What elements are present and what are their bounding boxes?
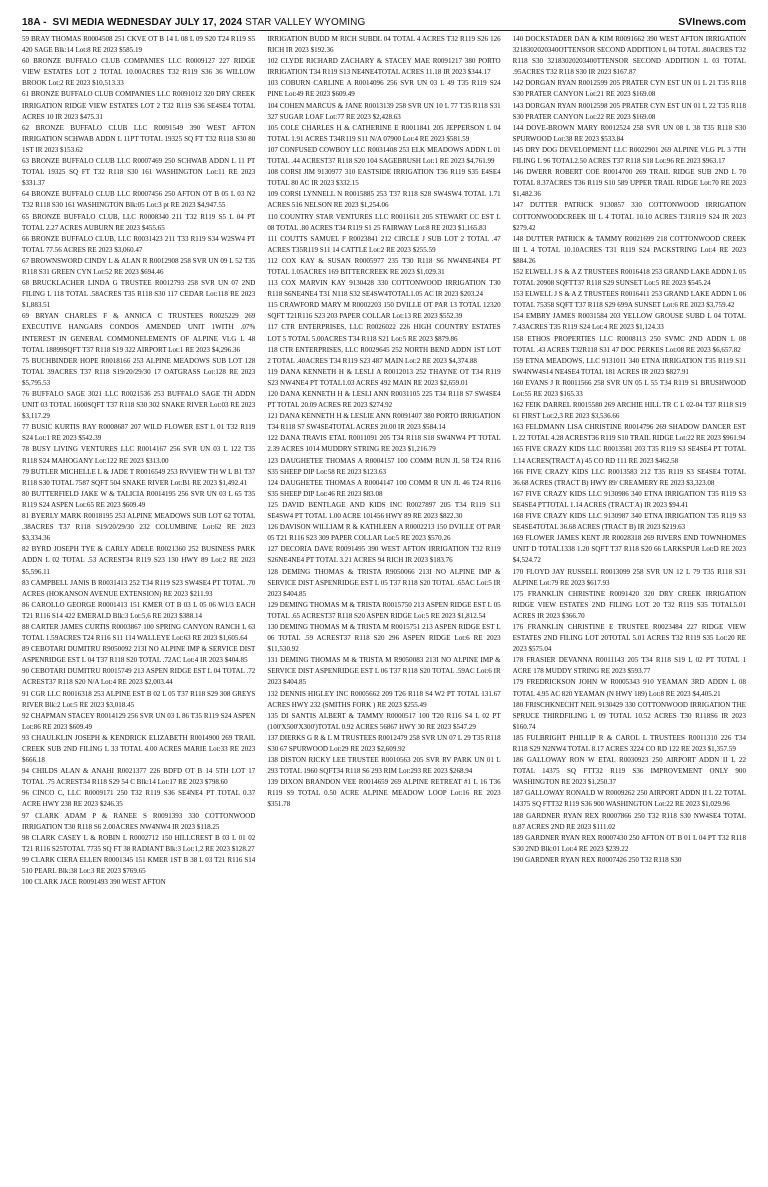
listing-entry: 90 CEBOTARI DUMITRU R0015749 213 ASPEN RIDGE EST L 04 TOTAL .72 ACREST37 R118 S20 N/A Lot:4 RE 2023 $2,003.44 [22,667,256,687]
publication-name: SVI MEDIA [52,17,105,28]
listing-entry: 62 BRONZE BUFFALO CLUB LLC R0091549 390 WEST AFTON IRRIGATION SCHWAB ADDN L 11PT TOTAL 19325 SQ FT T32 R118 S30 80 1ST IR 2023 $153.62 [22,123,256,154]
listing-entry: 100 CLARK JACE R0091493 390 WEST AFTON [22,878,166,887]
listing-entry: 111 COUTTS SAMUEL F R0023841 212 CIRCLE J SUB LOT 2 TOTAL .47 ACRES T35R119 S11 14 CATTLE Lot:2 RE 2023 $255.59 [267,234,501,254]
listing-entry: 88 CARTER JAMES CURTIS R0003867 100 SPRING CANYON RANCH L 63 TOTAL 1.59ACRES T24 R116 S11 114 WALLEYE Lot:63 RE 2023 $1,605.64 [22,622,256,643]
listing-entry: 75 BUCHBINDER HOPE R0018166 253 ALPINE MEADOWS SUB LOT 128 TOTAL 39ACRES T37 R118 S19/20/29/30 17 OATGRASS Lot:128 RE 2023 $5,795.53 [22,356,256,387]
listing-entry: 122 DANA TRAVIS ETAL R0011091 205 T34 R118 S18 SW4NW4 PT TOTAL 2.39 ACRES 1014 MUDDRY STRING RE 2023 $1,216.79 [267,434,501,454]
listing-entry: 180 FRISCHKNECHT NEIL 9130429 330 COTTONWOOD IRRIGATION THE SPRUCE THIRDFILING L 09 TOTAL 10.52 ACRES T30 R118S6 IR 2023 $160.74 [512,700,746,731]
listing-entry: 120 DANA KENNETH H & LESLI ANN R0031105 225 T34 R118 S7 SW4SE4 PT TOTAL 20.09 ACRES RE 2023 $274.92 [267,390,501,410]
listing-entry: 125 DAVID BENTLAGE AND KIDS INC R0027897 205 T34 R119 S11 SE4SW4 PT TOTAL 1.00 ACRE 101456 HWY 89 RE 2023 $822.30 [267,500,501,521]
listing-entry: 77 BUSIC KURTIS RAY R0008687 207 WILD FLOWER EST L 01 T32 R119 S24 Lot:1 RE 2023 $542.39 [22,423,256,443]
listing-entry: 86 CAROLLO GEORGE R0001413 151 KMER OT B 03 L 05 06 W1/3 EACH T21 R116 S14 422 EMERALD Blk:3 Lot:5,6 RE 2023 $388.14 [22,600,256,620]
listing-entry: 140 DOCKSTADER DAN & KIM R0091662 390 WEST AFTON IRRIGATION 3218302020340OTTENSOR SECOND ADDITION L 04 TOTAL .80ACRES T32 R118 S30 32183020203400TTENSOR SECOND ADDITION L 03 TOTAL .95ACRES T32 R118 S30 IR 2023 $167.87 [512,35,746,77]
listing-entry: 175 FRANKLIN CHRISTINE R0091420 320 DRY CREEK IRRIGATION RIDGE VIEW ESTATES 2ND FILING LOT 20 T32 R119 S35 TOTAL5.01 ACRES IR 2023 $366.70 [512,589,746,620]
listing-entry: 104 COHEN MARCUS & JANE R0013139 258 SVR UN 10 L 77 T35 R118 S31 327 SUGAR LOAF Lot:77 RE 2023 $2,428.63 [267,101,501,121]
listing-entry: 126 DAVISON WILLIAM R & KATHLEEN A R0002213 150 DVILLE OT PAR 05 T21 R116 S23 309 PAPER COLLAR Lot:5 RE 2023 $570.26 [267,523,501,543]
listing-entry: 166 FIVE CRAZY KIDS LLC R0013583 212 T35 R119 S3 SE4SE4 TOTAL 36.68 ACRES (TRACT B) HWY 89/ CREAMERY RE 2023 $3,323.08 [512,467,746,487]
listing-entry: 144 DOVE-BROWN MARY R0012524 258 SVR UN 08 L 38 T35 R118 S30 SPURWOOD Lot:38 RE 2023 $533.84 [512,123,746,143]
listing-entry: 63 BRONZE BUFFALO CLUB LLC R0007469 250 SCHWAB ADDN L 11 PT TOTAL 19325 SQ FT T32 R118 S30 161 WASHINGTON Lot:11 RE 2023 $331.37 [22,157,256,188]
listing-entry: 132 DENNIS HIGLEY INC R0005662 209 T26 R118 S4 W2 PT TOTAL 131.67 ACRES HWY 232 (SMITHS FORK ) RE 2023 $255.49 [267,689,501,709]
listing-entry: 158 ETHOS PROPERTIES LLC R0008113 250 SVMC 2ND ADDN L 08 TOTAL .43 ACRES T32R118 S31 47 DOC PERKES Lot:08 RE 2023 $6,657.82 [512,334,746,354]
listing-entry: 79 BUTLER MICHELLE L & JADE T R0016549 253 RVVIEW TH W L B1 T37 R118 S30 TOTAL 7587 SQFT 504 SNAKE RIVER Lot:B1 RE 2023 $1,492.41 [22,467,256,487]
listing-entry: 83 CAMPBELL JANIS B R0031413 252 T34 R119 S23 SW4SE4 PT TOTAL .70 ACRES (HOKANSON AVENUE EXTENSION) RE 2023 $211.93 [22,578,256,598]
listing-entry: 102 CLYDE RICHARD ZACHARY & STACEY MAE R0091217 380 PORTO IRRIGATION T34 R119 S13 NE4NE4TOTAL ACRES 11.18 IR 2023 $344.17 [267,57,501,77]
listing-entry: 160 EVANS J R R0011566 258 SVR UN 05 L 55 T34 R119 S1 BRUSHWOOD Lot:55 RE 2023 $165.33 [512,378,746,398]
listing-entry: 91 CGR LLC R0016318 253 ALPINE EST B 02 L 05 T37 R118 S29 308 GREYS RIVER Blk:2 Lot:5 RE 2023 $3,018.45 [22,689,256,709]
listing-entry: 113 COX MARVIN KAY 9130428 330 COTTONWOOD IRRIGATION T30 R118 S6NE4NE4 T31 N118 S32 SE4SW4TOTAL1.05 AC IR 2023 $203.24 [267,279,501,299]
listing-entry: 131 DEMING THOMAS M & TRISTA M R9050083 213I NO ALPINE IMP & SERVICE DIST ASPENRIDGE EST L 06 T37 R118 S20 TOTAL .59AC Lot:6 IR 2023 $404.85 [267,656,501,687]
listing-entry: 169 FLOWER JAMES KENT JR R0028318 269 RIVERS END TOWNHOMES UNIT D TOTAL1338 1.20 SQFT T37 R118 S20 66 LARKSPUR Lot:D RE 2023 $4,524.72 [512,534,746,565]
listing-entry: 105 COLE CHARLES H & CATHERINE E R0011841 205 JEPPERSON L 04 TOTAL 1.91 ACRES T34R119 S11 N/A 07900 Lot:4 RE 2023 $581.59 [267,123,501,143]
listing-entry: 135 DI SANTIS ALBERT & TAMMY R0000517 100 T20 R116 S4 L 02 PT (100'X500'X300')TOTAL 0.92 ACRES 56867 HWY 30 RE 2023 $547.29 [267,711,501,731]
listing-entry: 68 BRUCKLACHER LINDA G TRUSTEE R0012793 258 SVR UN 07 2ND FILING L 118 TOTAL .58ACRES T35 R118 S30 117 CEDAR Lot:118 RE 2023 $1,883.51 [22,279,256,310]
listing-entry: 81 BYERLY MARK R0018195 253 ALPINE MEADOWS SUB LOT 62 TOTAL .38ACRES T37 R118 S19/20/29/30 232 COLUMBINE Lot:62 RE 2023 $3,334.36 [22,512,256,543]
listing-entry: 188 GARDNER RYAN REX R0007866 250 T32 R118 S30 NW4SE4 TOTAL 0.87 ACRES 2ND RE 2023 $111.02 [512,811,746,831]
listing-entry: 112 COX KAY & SUSAN R0005977 235 T30 R118 S6 NW4NE4NE4 PT TOTAL 1.05ACRES 169 BITTERCREEK RE 2023 $1,029.31 [267,256,501,276]
listing-entry: 121 DANA KENNETH H & LESLIE ANN R0091407 380 PORTO IRRIGATION T34 R118 S7 SW4SE4TOTAL ACRES 20.00 IR 2023 $584.14 [267,412,501,432]
listing-entry: 64 BRONZE BUFFALO CLUB LLC R0007456 250 AFTON OT B 05 L 03 N2 T32 R118 S30 161 WASHINGTON Blk:05 Lot:3 pt RE 2023 $4,947.55 [22,190,256,210]
listing-entry: 67 BROWNSWORD CINDY L & ALAN R R0012908 258 SVR UN 09 L 52 T35 R118 S31 GREEN CYN Lot:52 RE 2023 $694.46 [22,256,256,276]
column-2 [267,34,500,1180]
listing-entry: 146 DWERR ROBERT COE R0014700 269 TRAIL RIDGE SUB 2ND L 70 TOTAL 8.37ACRES T36 R119 S10 589 UPPER TRAIL RIDGE Lot:70 RE 2023 $1,482.36 [512,168,746,199]
listing-entry: 103 COBURN CARLINE A R0014096 256 SVR UN 03 L 49 T35 R119 S24 PINE Lot:49 RE 2023 $609.49 [267,79,501,99]
listing-entry: 82 BYRD JOSEPH TYE & CARLY ADELE R0021360 252 BUSINESS PARK ADDN L 02 TOTAL .53 ACREST34 R119 S23 130 HWY 89 Lot:2 RE 2023 $5,596.11 [22,545,256,576]
listing-entry: IRRIGATION BUDD M RICH SUBDL 04 TOTAL 4 ACRES T32 R119 S26 126 RICH IR 2023 $192.36 [267,35,501,55]
listing-entry: 129 DEMING THOMAS M & TRISTA R0015750 213 ASPEN RIDGE EST L 05 TOTAL .65 ACREST37 R118 S20 ASPEN RIDGE Lot:5 RE 2023 $1,812.54 [267,600,501,620]
listing-entry: 137 DIERKS G R & L M TRUSTEES R0012479 258 SVR UN 07 L 29 T35 R118 S30 67 SPURWOOD Lot:29 RE 2023 $2,609.92 [267,733,501,753]
listing-entry: 94 CHILDS ALAN & ANAHI R0021377 226 BDFD OT B 14 5TH LOT 17 TOTAL .75 ACREST34 R118 S29 54 C Blk:14 Lot:17 RE 2023 $798.60 [22,767,256,787]
header-info [22,17,365,28]
listing-entry: 162 FEIK DARREL R0015580 269 ARCHIE HILL TR C L 02-04 T37 R118 S19 61 FIRST Lot:2,3 RE 2023 $3,536.66 [512,401,746,421]
site-url: SVInews.com [678,16,746,28]
listing-entry: 69 BRYAN CHARLES F & ANNICA C TRUSTEES R0025229 269 EXECUTIVE HANGARS CONDOS AMENDED UNIT 1WITH .07% INTEREST IN GENERAL COMMONELEMENTS OF ALPINE VLG L 48 TOTAL 18899SQFT T37 R118 S19 322 AIRPORT Lot:1 RE 2023 $4,296.36 [22,312,256,354]
listing-entry: 123 DAUGHETEE THOMAS A R0004157 100 COMM RUN JL 58 T24 R116 S35 SHEEP DIP Lot:58 RE 2023 $123.63 [267,456,501,476]
listing-entry: 117 CTR ENTERPRISES, LLC R0026022 226 HIGH COUNTRY ESTATES LOT 5 TOTAL 5.00ACRES T34 R118 S21 Lot:5 RE 2023 $879.86 [267,323,501,343]
listing-entry: 115 CRAWFORD MARY M R0002203 150 DVILLE OT PAR 13 TOTAL 12320 SQFT T21R116 S23 203 PAPER COLLAR Lot:13 RE 2023 $552.39 [267,301,501,321]
listing-entry: 128 DEMING THOMAS & TRISTA R9050066 213I NO ALPINE IMP & SERVICE DIST ASPENRIDGE EST L 05 T37 R118 S20 TOTAL .65AC Lot:5 IR 2023 $404.85 [267,567,501,598]
listing-entry: 187 GALLOWAY RONALD W R0009262 250 AIRPORT ADDN II L 22 TOTAL 14375 SQ FTT32 R119 S36 900 WASHINGTON Lot:22 RE 2023 $1,029.96 [512,789,746,809]
listing-entry: 110 COUNTRY STAR VENTURES LLC R0011611 205 STEWART CC EST L 08 TOTAL .80 ACRES T34 R119 S1 25 FAIRWAY Lot:8 RE 2023 $1,165.83 [267,212,501,232]
listing-entry: 89 CEBOTARI DUMITRU R9050092 213I NO ALPINE IMP & SERVICE DIST ASPENRIDGE EST L 04 T37 R118 S20 TOTAL .72AC Lot:4 IR 2023 $404.85 [22,645,256,665]
listing-entry: 159 ETNA MEADOWS, LLC 9131011 340 ETNA IRRIGATION T35 R119 S11 SW4NW4S14 NE4SE4 TOTAL 181 ACRES IR 2023 $827.91 [512,356,746,376]
listing-entry: 66 BRONZE BUFFALO CLUB, LLC R0031423 211 T33 R119 S34 W2SW4 PT TOTAL 77.56 ACRES RE 2023 $3,060.47 [22,234,256,254]
page-header [22,10,746,31]
listing-entry: 98 CLARK CASEY L & ROBIN L R0002712 150 HILLCREST B 03 L 01 02 T21 R116 S25TOTAL 7735 SQ FT 38 RADIANT Blk:3 Lot:1,2 RE 2023 $128.27 [22,833,256,853]
listing-entry: 59 BRAY THOMAS R0004508 251 CKVE OT B 14 L 08 L 09 S20 T24 R119 S5 420 SAGE Blk:14 Lot:8 RE 2023 $585.19 [22,35,256,55]
listing-entry: 109 CORSI LYNNELL N R0015885 253 T37 R118 S28 SW4SW4 TOTAL 1.71 ACRES 516 NELSON RE 2023 $1,254.06 [267,190,501,210]
listing-entry: 118 CTR ENTERPRISES, LLC R0029645 252 NORTH BEND ADDN 1ST LOT 2 TOTAL .40ACRES T34 R119 S23 487 MAIN Lot:2 RE 2023 $4,374.88 [267,345,501,365]
listing-entry: 61 BRONZE BUFFALO CLUB COMPANIES LLC R0091012 320 DRY CREEK IRRIGATION RIDGE VIEW ESTATES LOT 2 T32 R119 S36 SE4SE4 TOTAL ACRES 10 IR 2023 $475.31 [22,90,256,121]
listing-entry: 92 CHAPMAN STACEY R0014129 256 SVR UN 03 L 86 T35 R119 S24 ASPEN Lot:86 RE 2023 $609.49 [22,711,256,731]
listing-entry: 154 EMBRY JAMES R0031584 203 YELLOW GROUSE SUBD L 04 TOTAL 7.43ACRES T35 R119 S24 Lot:4 RE 2023 $1,124.33 [512,312,746,332]
listing-entry: 99 CLARK CIERA ELLEN R0001345 151 KMER 1ST B 38 L 03 T21 R116 S14 510 PEARL Blk:38 Lot:3 RE 2023 $769.65 [22,855,256,876]
listing-entry: 178 FRASIER DEVANNA R0011143 205 T34 R118 S19 L 02 PT TOTAL 1 ACRE 178 MUDDY STRING RE 2023 $593.77 [512,656,746,676]
issue-date: WEDNESDAY JULY 17, 2024 [107,17,243,28]
listing-entry: 97 CLARK ADAM P & RANEE S R0091393 330 COTTONWOOD IRRIGATION T30 R118 S6 2.00ACRES NW4NW4 IR 2023 $118.25 [22,811,256,831]
listing-entry: 108 CORSI JIM 9130977 310 EASTSIDE IRRIGATION T36 R119 S35 E4SE4 TOTAL 80 AC IR 2023 $332.15 [267,168,501,188]
listing-entry: 167 FIVE CRAZY KIDS LLC 9130986 340 ETNA IRRIGATION T35 R119 S3 SE4SE4 PTTOTAL 1.14 ACRES (TRACT A) IR 2023 $94.41 [512,489,746,509]
listing-entry: 76 BUFFALO SAGE 3021 LLC R0021536 253 BUFFALO SAGE TH ADDN UNIT 03 TOTAL 1600SQFT T37 R118 S30 302 SNAKE RIVER Lot:03 RE 2023 $3,117.29 [22,390,256,421]
listing-entry: 190 GARDNER RYAN REX R0007426 250 T32 R118 S30 [512,855,682,864]
listing-entry: 142 DORGAN RYAN R0012599 205 PRATER CYN EST UN 01 L 21 T35 R118 S30 PRATER CANYON Lot:21 RE 2023 $169.08 [512,79,746,99]
page-number: 18A - [22,17,47,28]
listing-entry: 93 CHAULKLIN JOSEPH & KENDRICK ELIZABETH R0014900 269 TRAIL CREEK SUB 2ND FILING L 33 TOTAL 4.00 ACRES MARIE Lot:33 RE 2023 $666.18 [22,733,256,765]
listing-entry: 189 GARDNER RYAN REX R0007430 250 AFTON OT B 01 L 04 PT T32 R118 S30 2ND Blk:01 Lot:4 RE 2023 $239.22 [512,833,746,853]
notice-columns [22,34,746,1180]
listing-entry: 124 DAUGHETEE THOMAS A R0004147 100 COMM R UN JL 46 T24 R116 S35 SHEEP DIP Lot:46 RE 2023 $83.08 [267,478,501,498]
listing-entry: 148 DUTTER PATRICK & TAMMY R0021699 218 COTTONWOOD CREEK III L 4 TOTAL 10.10ACRES T31 R119 S24 PACKSTRING Lot:4 RE 2023 $884.26 [512,234,746,265]
listing-entry: 186 GALLOWAY RON W ETAL R0030923 250 AIRPORT ADDN II L 22 TOTAL 14375 SQ FTT32 R119 S36 IMPROVEMENT ONLY 900 WASHINGTON RE 2023 $1,250.37 [512,756,746,787]
listing-entry: 107 CONFUSED COWBOY LLC R0031408 253 ELK MEADOWS ADDN L 01 TOTAL .44 ACREST37 R118 S20 104 SAGEBRUSH Lot:1 RE 2023 $4,761.99 [267,145,501,166]
listing-entry: 130 DEMING THOMAS M & TRISTA M R0015751 213 ASPEN RIDGE EST L 06 TOTAL .59 ACREST37 R118 S20 296 ASPEN RIDGE Lot:6 RE 2023 $11,530.92 [267,622,501,654]
listing-entry: 78 BUSY LIVING VENTURES LLC R0014167 256 SVR UN 03 L 122 T35 R118 S24 MAHOGANY Lot:122 RE 2023 $313.00 [22,445,256,465]
listing-entry: 165 FIVE CRAZY KIDS LLC R0013581 203 T35 R119 S3 SE4SE4 PT TOTAL 1.14 ACRES(TRACT A) 45 CO RD 111 RE 2023 $462.58 [512,445,746,465]
listing-entry: 163 FELDMANN LISA CHRISTINE R0014796 269 SHADOW DANCER EST L 22 TOTAL 4.28 ACREST36 R119 S10 TRAIL RIDGE Lot:22 RE 2023 $961.94 [512,423,746,443]
listing-entry: 80 BUTTERFIELD JAKE W & TALICIA R0014195 256 SVR UN 03 L 65 T35 R119 S24 ASPEN Lot:65 RE 2023 $609.49 [22,489,256,509]
listing-entry: 170 FLOYD JAY RUSSELL R0013099 258 SVR UN 12 L 79 T35 R118 S31 ALPINE Lot:79 RE 2023 $617.93 [512,567,746,587]
listing-entry: 65 BRONZE BUFFALO CLUB, LLC R0008340 211 T32 R119 S5 L 04 PT TOTAL 2.27 ACRES AUBURN RE 2023 $455.65 [22,212,256,232]
listing-entry: 179 FREDRICKSON JOHN W R0005343 910 YEAMAN 3RD ADDN L 08 TOTAL 4.95 AC 820 YEAMAN (N HWY 189) Lot:8 RE 2023 $4,405.21 [512,678,746,698]
region-name: STAR VALLEY WYOMING [245,17,366,28]
listing-entry: 145 DRY DOG DEVELOPMENT LLC R0022901 269 ALPINE VLG PL 3 7TH FILING L 96 TOTAL2.50 ACRES T37 R118 S18 Lot:96 RE 2023 $963.17 [512,145,746,166]
listing-entry: 185 FULBRIGHT PHILLIP R & CAROL L TRUSTEES R0011310 226 T34 R118 S29 N2NW4 TOTAL 8.17 ACRES 3224 CO RD 122 RE 2023 $1,357.59 [512,733,746,753]
column-1 [22,34,255,1180]
listing-entry: 168 FIVE CRAZY KIDS LLC 9130987 340 ETNA IRRIGATION T35 R119 S3 SE4SE4TOTAL 36.68 ACRES (TRACT B) IR 2023 $219.63 [512,512,746,532]
listing-entry: 127 DECORIA DAVE R0091495 390 WEST AFTON IRRIGATION T32 R119 S26NE4NE4 PT TOTAL 3.21 ACRES 94 RICH IR 2023 $183.76 [267,545,501,565]
listing-entry: 147 DUTTER PATRICK 9130857 330 COTTONWOOD IRRIGATION COTTONWOODCREEK III L 4 TOTAL 10.10 ACRES T31R119 S24 IR 2023 $279.42 [512,201,746,232]
listing-entry: 119 DANA KENNETH H & LESLI A R0012013 252 THAYNE OT T34 R119 S23 NW4NE4 PT TOTAL1.03 ACRES 492 MAIN RE 2023 $2,659.01 [267,367,501,387]
listing-entry: 96 CINCO C, LLC R0009171 250 T32 R119 S36 SE4NE4 PT TOTAL 0.37 ACRE HWY 238 RE 2023 $246.35 [22,789,256,809]
listing-entry: 176 FRANKLIN CHRISTINE E TRUSTEE R0023484 227 RIDGE VIEW ESTATES 2ND FILING LOT 20TOTAL 5.01 ACRES T32 R119 S35 Lot:20 RE 2023 $575.04 [512,622,746,654]
listing-entry: 139 DIXON BRANDON VEE R0014659 269 ALPINE RETREAT #1 L 16 T36 R119 S9 TOTAL 0.50 ACRE ALPINE MEADOW LOOP Lot:16 RE 2023 $351.78 [267,778,501,809]
column-3 [513,34,746,1180]
listing-entry: 152 ELWELL J S & A Z TRUSTEES R0016418 253 GRAND LAKE ADDN L 05 TOTAL 20908 SQFTT37 R118 S29 SUNSET Lot:5 RE 2023 $545.24 [512,267,746,288]
listing-entry: 60 BRONZE BUFFALO CLUB COMPANIES LLC R0009127 227 RIDGE VIEW ESTATES LOT 2 TOTAL 10.00ACRES T32 R119 S36 36 WILLOW BROOK Lot:2 RE 2023 $10,513.33 [22,57,256,88]
listing-entry: 143 DORGAN RYAN R0012598 205 PRATER CYN EST UN 01 L 22 T35 R118 S30 PRATER CANYON Lot:22 RE 2023 $169.08 [512,101,746,121]
listing-entry: 138 DISTON RICKY LEE TRUSTEE R0010563 205 SVR RV PARK UN 01 L 293 TOTAL 1960 SQFT34 R118 S6 293 RIM Lot:293 RE 2023 $268.94 [267,756,501,776]
listing-entry: 153 ELWELL J S & A Z TRUSTEES R0016411 253 GRAND LAKE ADDN L 06 TOTAL 75358 SQFT T37 R118 S29 699A SUNSET Lot:6 RE 2023 $3,759.42 [512,290,746,310]
